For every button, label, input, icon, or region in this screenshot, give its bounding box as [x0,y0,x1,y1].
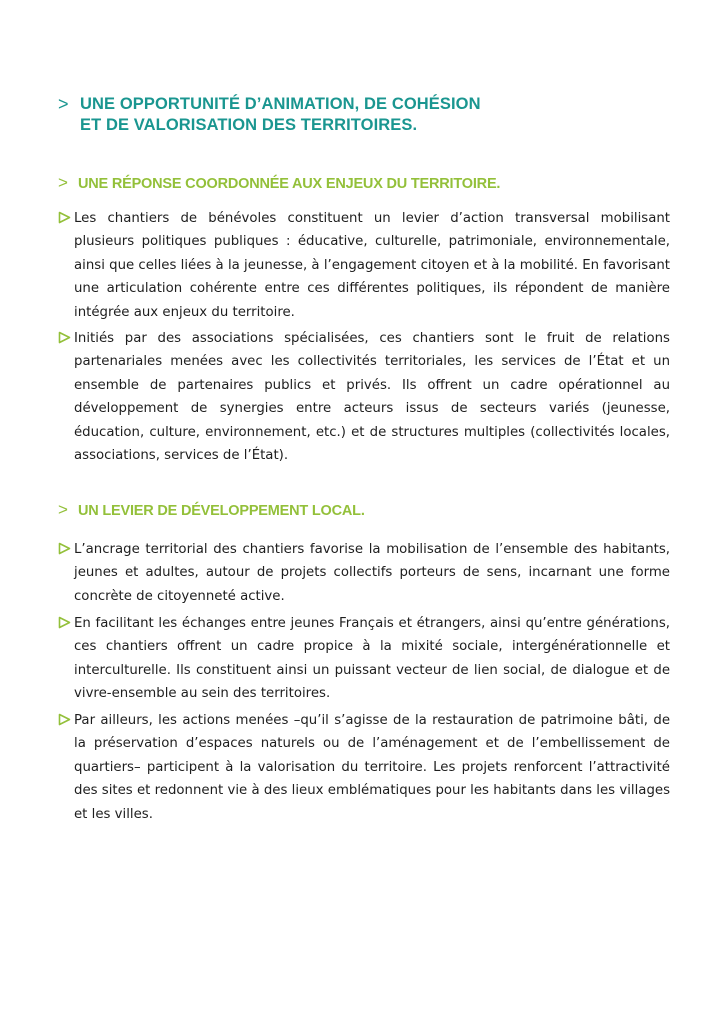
triangle-bullet-icon [58,331,71,344]
paragraph [58,709,670,826]
triangle-bullet-icon [58,616,71,629]
triangle-bullet-icon [58,713,71,726]
section-heading-text: UN LEVIER DE DÉVELOPPEMENT LOCAL. [78,503,365,519]
paragraph [58,612,670,706]
paragraph-text: En facilitant les échanges entre jeunes Français et étrangers, ainsi qu’entre générations, ces chantiers offrent un cadre propice à la mixité sociale, intergénérationnelle et interculturelle. Ils constituent ainsi un puissant vecteur de lien social, de dialogue et de vivre-ensemble au sein des territoires. [74,616,670,702]
section-heading-coordinated-response [58,173,500,194]
paragraph [58,538,670,608]
page-title-line-1: UNE OPPORTUNITÉ D’ANIMATION, DE COHÉSION [80,95,481,113]
chevron-right-icon: > [58,94,69,114]
paragraph-text: L’ancrage territorial des chantiers favorise la mobilisation de l’ensemble des habitants, jeunes et adultes, autour de projets collectifs porteurs de sens, incarnant une forme concrète de citoyenneté active. [74,542,670,604]
page-title-line-2: ET DE VALORISATION DES TERRITOIRES. [80,116,418,134]
page-title [58,94,618,136]
section-heading-text: UNE RÉPONSE COORDONNÉE AUX ENJEUX DU TERRITOIRE. [78,176,501,192]
paragraph-text: Par ailleurs, les actions menées –qu’il s’agisse de la restauration de patrimoine bâti, de la préservation d’espaces naturels ou de l’aménagement et de l’embellissement de quartiers– participent à la valorisation du territoire. Les projets renforcent l’attractivité des sites et redonnent vie à des lieux emblématiques pour les habitants dans les villages et les villes. [74,713,670,822]
triangle-bullet-icon [58,211,71,224]
section-heading-local-development [58,500,365,521]
chevron-right-icon: > [58,500,68,519]
triangle-bullet-icon [58,542,71,555]
chevron-right-icon: > [58,173,68,192]
paragraph [58,327,670,467]
paragraph-text: Initiés par des associations spécialisées, ces chantiers sont le fruit de relations partenariales menées avec les collectivités territoriales, les services de l’État et un ensemble de partenaires publics et privés. Ils offrent un cadre opérationnel au développement de synergies entre acteurs issus de secteurs variés (jeunesse, éducation, culture, environnement, etc.) et de structures multiples (collectivités locales, associations, services de l’État). [74,331,670,464]
paragraph-text: Les chantiers de bénévoles constituent un levier d’action transversal mobilisant plusieurs politiques publiques : éducative, culturelle, patrimoniale, environnementale, ainsi que celles liées à la jeunesse, à l’engagement citoyen et à la mobilité. En favorisant une articulation cohérente entre ces différentes politiques, ils répondent de manière intégrée aux enjeux du territoire. [74,211,670,320]
paragraph [58,207,670,324]
